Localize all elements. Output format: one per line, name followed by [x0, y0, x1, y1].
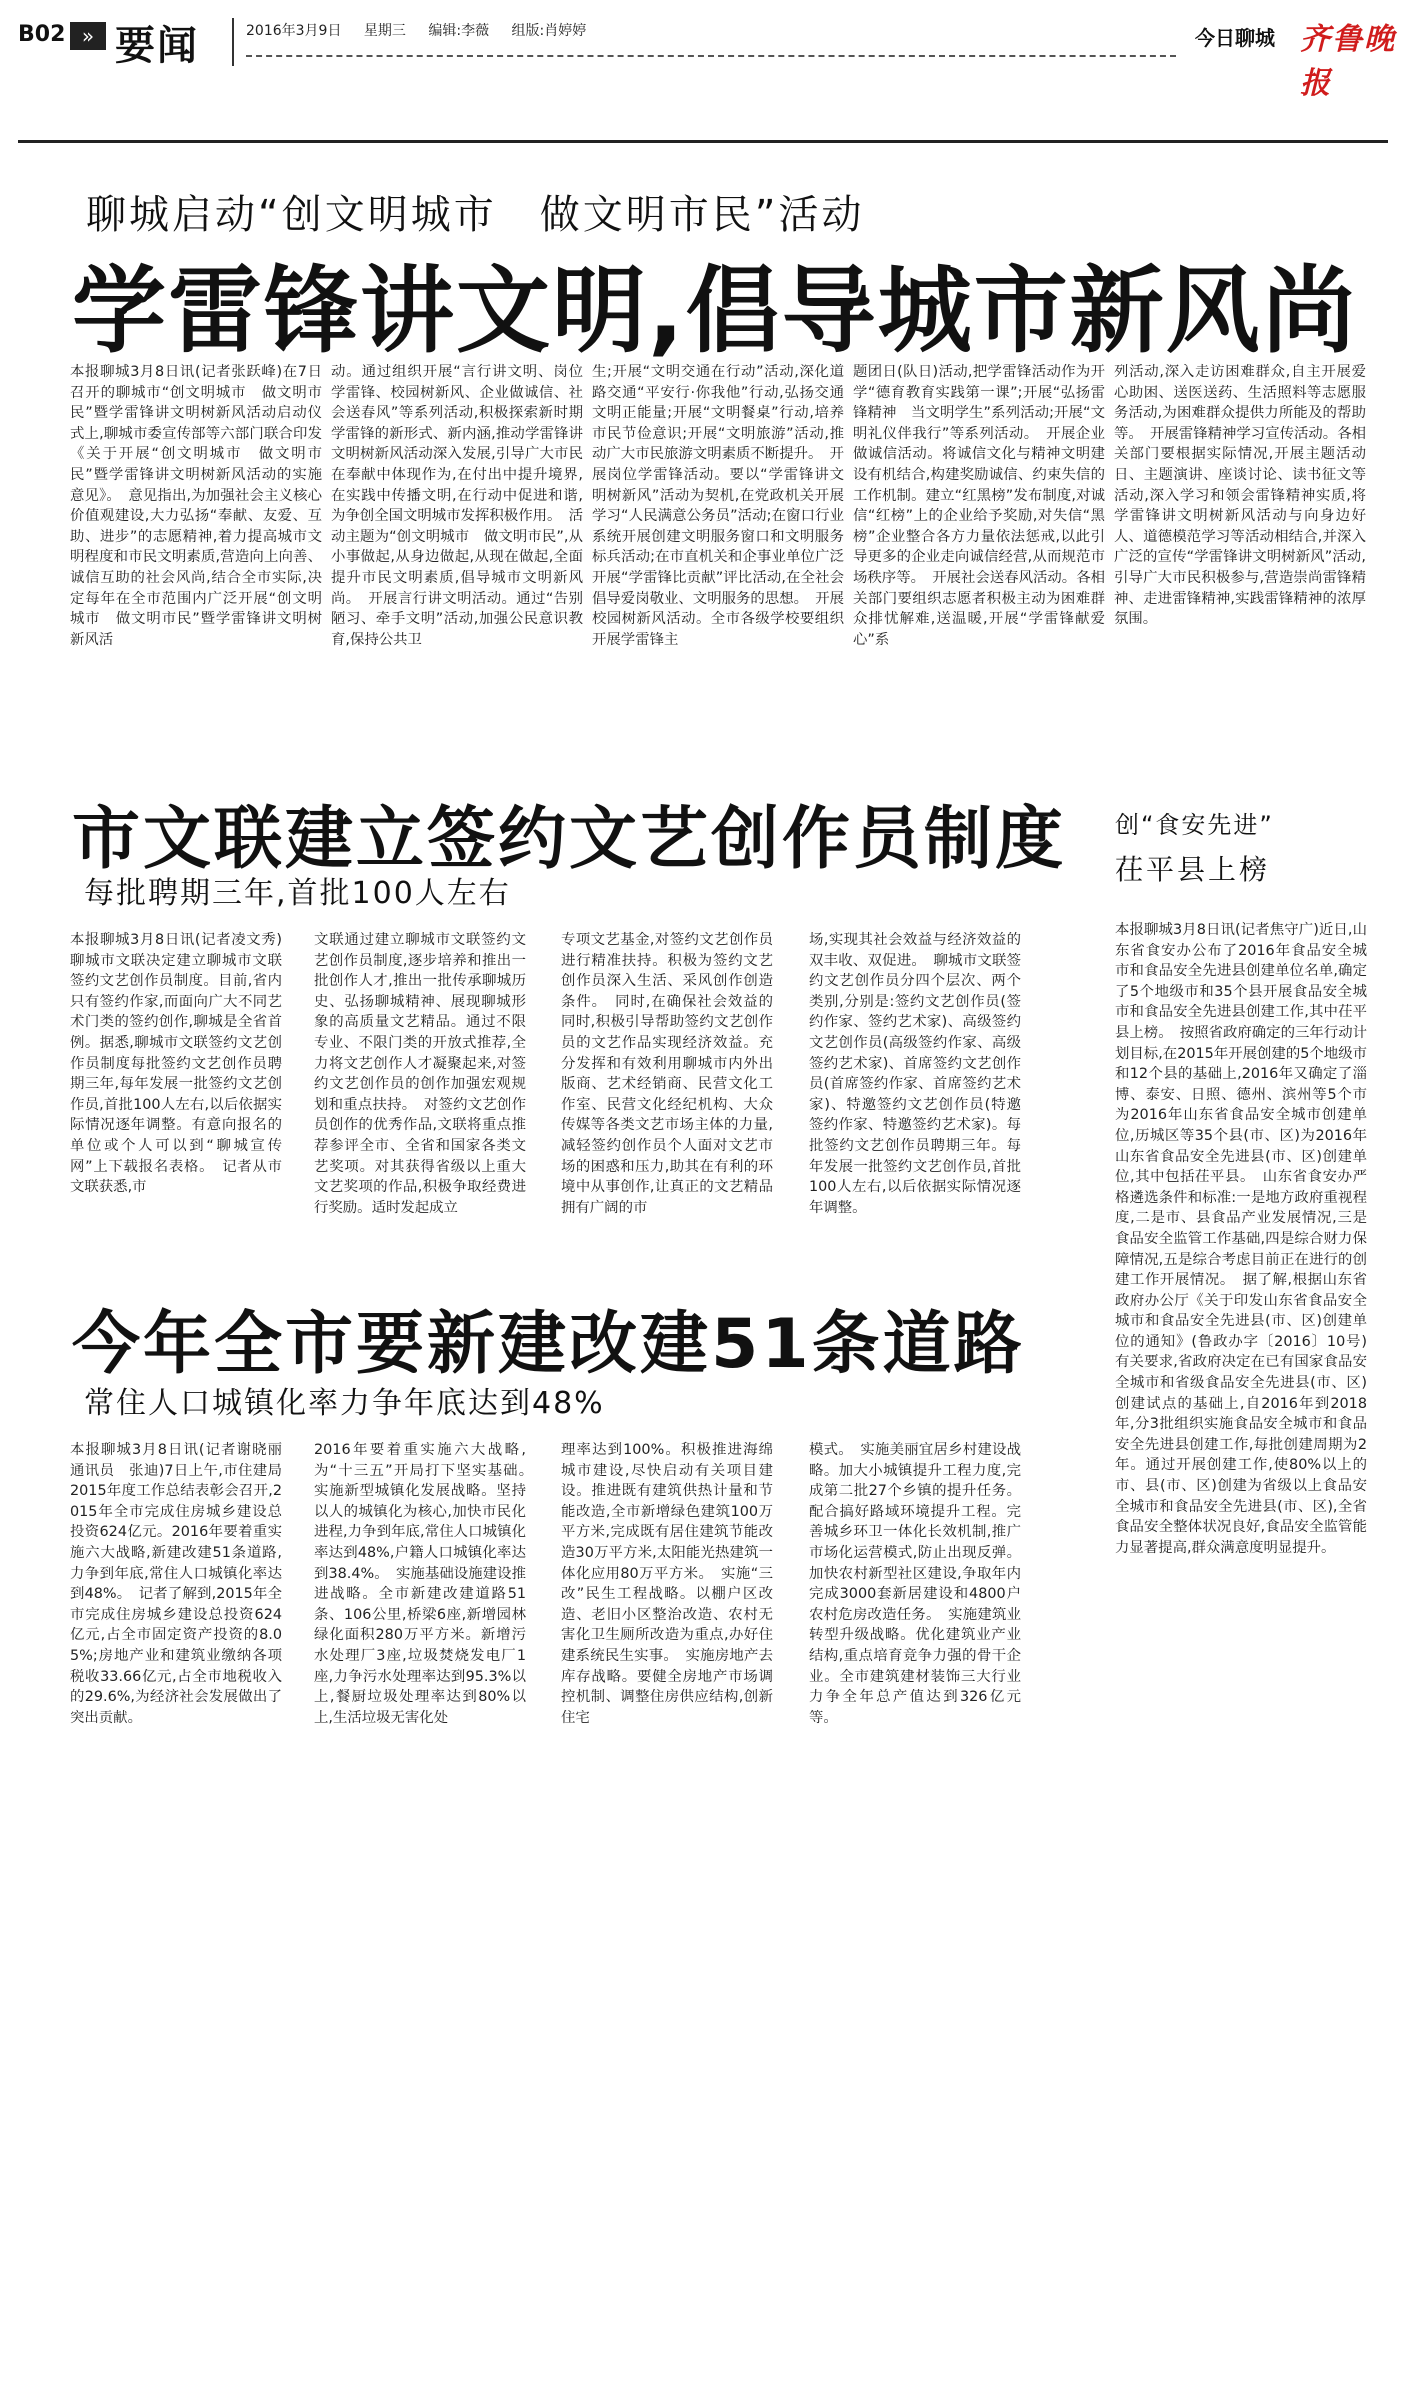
- article1-column-1: 本报聊城3月8日讯(记者张跃峰)在7日召开的聊城市“创文明城市 做文明市民”暨学雷锋讲文明树新风活动启动仪式上,聊城市委宣传部等六部门联合印发《关于开展“创文明城市 做文明市民”暨学雷锋讲文明树新风活动的实施意见》。 意见指出,为加强社会主义核心价值观建设,大力弘扬“奉献、友爱、互助、进步”的志愿精神,着力提高城市文明程度和市民文明素质,营造向上向善、诚信互助的社会风尚,结合全市实际,决定每年在全市范围内广泛开展“创文明城市 做文明市民”暨学雷锋讲文明树新风活: [70, 364, 322, 648]
- article3-headline: 今年全市要新建改建51条道路: [72, 1305, 1025, 1384]
- article3-column-1: 本报聊城3月8日讯(记者谢晓丽 通讯员 张迪)7日上午,市住建局2015年度工作总结表彰会召开,2015年全市完成住房城乡建设总投资624亿元。2016年要着重实施六大战略,新建改建51条道路,力争到年底,常住人口城镇化率达到48%。 记者了解到,2015年全市完成住房城乡建设总投资624亿元,占全市固定资产投资的8.05%;房地产业和建筑业缴纳各项税收33.66亿元,占全市地税收入的29.6%,为经济社会发展做出了突出贡献。: [70, 1442, 297, 1726]
- issue-date: 2016年3月9日: [246, 23, 342, 39]
- issue-weekday: 星期三: [363, 23, 406, 39]
- article1-kicker: 聊城启动“创文明城市 做文明市民”活动: [86, 192, 865, 238]
- article1-headline: 学雷锋讲文明,倡导城市新风尚: [72, 257, 1358, 366]
- sidebar-kicker: 创“食安先进”: [1115, 811, 1274, 839]
- article3-column-4: 模式。 实施美丽宜居乡村建设战略。加大小城镇提升工程力度,完成第二批27个乡镇的提升任务。配合搞好路域环境提升工程。完善城乡环卫一体化长效机制,推广市场化运营模式,防止出现反弹。加快农村新型社区建设,争取年内完成3000套新居建设和4800户农村危房改造任务。 实施建筑业转型升级战略。优化建筑业产业结构,重点培育竞争力强的骨干企业。全市建筑建材装饰三大行业力争全年总产值达到326亿元等。: [809, 1442, 1021, 1726]
- article3-column-3: 理率达到100%。积极推进海绵城市建设,尽快启动有关项目建设。推进既有建筑供热计量和节能改造,全市新增绿色建筑100万平方米,完成既有居住建筑节能改造30万平方米,太阳能光热建筑一体化应用80万平方米。 实施“三改”民生工程战略。以棚户区改造、老旧小区整治改造、农村无害化卫生厕所改造为重点,办好住建系统民生实事。 实施房地产去库存战略。要健全房地产市场调控机制、调整住房供应结构,创新住宅: [561, 1442, 773, 1726]
- sidebar-body: 本报聊城3月8日讯(记者焦守广)近日,山东省食安办公布了2016年食品安全城市和食品安全先进县创建单位名单,确定了5个地级市和35个县开展食品安全城市和食品安全先进县创建工作,其中茌平县上榜。 按照省政府确定的三年行动计划目标,在2015年开展创建的5个地级市和12个县的基础上,2016年又确定了淄博、泰安、日照、德州、滨州等5个市为2016年山东省食品安全城市创建单位,历城区等35个县(市、区)为2016年山东省食品安全先进县(市、区)创建单位,其中包括茌平县。 山东省食安办严格遴选条件和标准:一是地方政府重视程度,二是市、县食品产业发展情况,三是食品安全监管工作基础,四是综合财力保障情况,五是综合考虑目前正在进行的创建工作开展情况。 据了解,根据山东省政府办公厅《关于印发山东省食品安全城市和食品安全先进县(市、区)创建单位的通知》(鲁政办字〔2016〕10号)有关要求,省政府决定在已有国家食品安全城市和省级食品安全先进县(市、区)创建试点的基础上,自2016年到2018年,分3批组织实施食品安全城市和食品安全先进县创建工作,每批创建周期为2年。通过开展创建工作,使80%以上的市、县(市、区)创建为省级以上食品安全城市和食品安全先进县(市、区),全省食品安全整体状况良好,食品安全监管能力显著提高,群众满意度明显提升。: [1115, 922, 1367, 1556]
- page-number: B02: [18, 22, 66, 47]
- header-dashed-rule: [246, 55, 1176, 57]
- article3-column-2: 2016年要着重实施六大战略,为“十三五”开局打下坚实基础。 实施新型城镇化发展战略。坚持以人的城镇化为核心,加快市民化进程,力争到年底,常住人口城镇化率达到48%,户籍人口城镇化率达到38.4%。 实施基础设施建设推进战略。全市新建改建道路51条、106公里,桥梁6座,新增园林绿化面积280万平方米。新增污水处理厂3座,垃圾焚烧发电厂1座,力争污水处理率达到95.3%以上,餐厨垃圾处理率达到80%以上,生活垃圾无害化处: [314, 1442, 541, 1726]
- article2-column-4: 场,实现其社会效益与经济效益的双丰收、双促进。 聊城市文联签约文艺创作员分四个层次、两个类别,分别是:签约文艺创作员(签约作家、签约艺术家)、高级签约文艺创作员(高级签约作家、高级签约艺术家)、首席签约文艺创作员(首席签约作家、首席签约艺术家)、特邀签约文艺创作员(特邀签约作家、特邀签约艺术家)。每批签约文艺创作员聘期三年。每年发展一批签约文艺创作员,首批100人左右,以后依据实际情况逐年调整。: [809, 932, 1021, 1216]
- article2-subhead: 每批聘期三年,首批100人左右: [84, 876, 511, 911]
- newspaper-logo: 齐鲁晚报: [1300, 22, 1396, 101]
- layout-credit: 组版:肖婷婷: [511, 23, 587, 39]
- double-chevron-icon: »: [70, 22, 106, 50]
- article2-column-1: 本报聊城3月8日讯(记者凌文秀)聊城市文联决定建立聊城市文联签约文艺创作员制度。目前,省内只有签约作家,而面向广大不同艺术门类的签约创作,聊城是全省首例。据悉,聊城市文联签约文艺创作员制度每批签约文艺创作员聘期三年,每年发展一批签约文艺创作员,首批100人左右,以后依据实际情况逐年调整。有意向报名的单位或个人可以到“聊城宣传网”上下载报名表格。 记者从市文联获悉,市: [70, 932, 282, 1196]
- article2-headline: 市文联建立签约文艺创作员制度: [72, 800, 1067, 879]
- editor-credit: 编辑:李薇: [428, 23, 490, 39]
- article1-column-4: 题团日(队日)活动,把学雷锋活动作为开学“德育教育实践第一课”;开展“弘扬雷锋精神 当文明学生”系列活动;开展“文明礼仪伴我行”等系列活动。 开展企业做诚信活动。将诚信文化与精神文明建设有机结合,构建奖励诚信、约束失信的工作机制。建立“红黑榜”发布制度,对诚信“红榜”上的企业给予奖励,对失信“黑榜”企业整合各方力量依法惩戒,以此引导更多的企业走向诚信经营,从而规范市场秩序等。 开展社会送春风活动。各相关部门要组织志愿者积极主动为困难群众排忧解难,送温暖,开展“学雷锋献爱心”系: [853, 364, 1105, 648]
- today-column-label: 今日聊城: [1195, 26, 1275, 50]
- article1-column-2: 动。通过组织开展“言行讲文明、岗位学雷锋、校园树新风、企业做诚信、社会送春风”等系列活动,积极探索新时期学雷锋的新形式、新内涵,推动学雷锋讲文明树新风活动深入发展,引导广大市民在奉献中体现作为,在付出中提升境界,在实践中传播文明,在行动中促进和谐,为争创全国文明城市发挥积极作用。 活动主题为“创文明城市 做文明市民”,从小事做起,从身边做起,从现在做起,全面提升市民文明素质,倡导城市文明新风尚。 开展言行讲文明活动。通过“告别陋习、牵手文明”活动,加强公民意识教育,保持公共卫: [331, 364, 583, 648]
- article1-column-5: 列活动,深入走访困难群众,自主开展爱心助困、送医送药、生活照料等志愿服务活动,为困难群众提供力所能及的帮助等。 开展雷锋精神学习宣传活动。各相关部门要根据实际情况,开展主题活动日、主题演讲、座谈讨论、读书征文等活动,深入学习和领会雷锋精神实质,将学雷锋讲文明树新风活动与向身边好人、道德模范学习等活动相结合,并深入广泛的宣传“学雷锋讲文明树新风”活动,引导广大市民积极参与,营造崇尚雷锋精神、走进雷锋精神,实践雷锋精神的浓厚氛围。: [1114, 364, 1366, 628]
- sidebar-title: 茌平县上榜: [1115, 853, 1271, 886]
- article1-column-3: 生;开展“文明交通在行动”活动,深化道路交通“平安行·你我他”行动,弘扬交通文明正能量;开展“文明餐桌”行动,培养市民节俭意识;开展“文明旅游”活动,推动广大市民旅游文明素质不断提升。 开展岗位学雷锋活动。要以“学雷锋讲文明树新风”活动为契机,在党政机关开展学习“人民满意公务员”活动;在窗口行业系统开展创建文明服务窗口和文明服务标兵活动;在市直机关和企事业单位广泛开展“学雷锋比贡献”评比活动,在全社会倡导爱岗敬业、文明服务的思想。 开展校园树新风活动。全市各级学校要组织开展学雷锋主: [592, 364, 844, 648]
- section-title: 要闻: [115, 23, 199, 69]
- header-rule: [18, 140, 1388, 143]
- article2-column-2: 文联通过建立聊城市文联签约文艺创作员制度,逐步培养和推出一批创作人才,推出一批传承聊城历史、弘扬聊城精神、展现聊城形象的高质量文艺精品。通过不限专业、不限门类的开放式推荐,全力将文艺创作人才凝聚起来,对签约文艺创作员的创作加强宏观规划和重点扶持。 对签约文艺创作员创作的优秀作品,文联将重点推荐参评全市、全省和国家各类文艺奖项。对其获得省级以上重大文艺奖项的作品,积极争取经费进行奖励。适时发起成立: [314, 932, 526, 1216]
- article2-column-3: 专项文艺基金,对签约文艺创作员进行精准扶持。积极为签约文艺创作员深入生活、采风创作创造条件。 同时,在确保社会效益的同时,积极引导帮助签约文艺创作员的文艺作品实现经济效益。充分发挥和有效利用聊城市内外出版商、艺术经销商、民营文化工作室、民营文化经纪机构、大众传媒等各类文艺市场主体的力量,减轻签约创作员个人面对文艺市场的困惑和压力,助其在有利的环境中从事创作,让真正的文艺精品拥有广阔的市: [561, 932, 773, 1216]
- header-meta: [246, 20, 604, 40]
- article3-subhead: 常住人口城镇化率力争年底达到48%: [84, 1386, 605, 1421]
- header-divider: [232, 18, 234, 66]
